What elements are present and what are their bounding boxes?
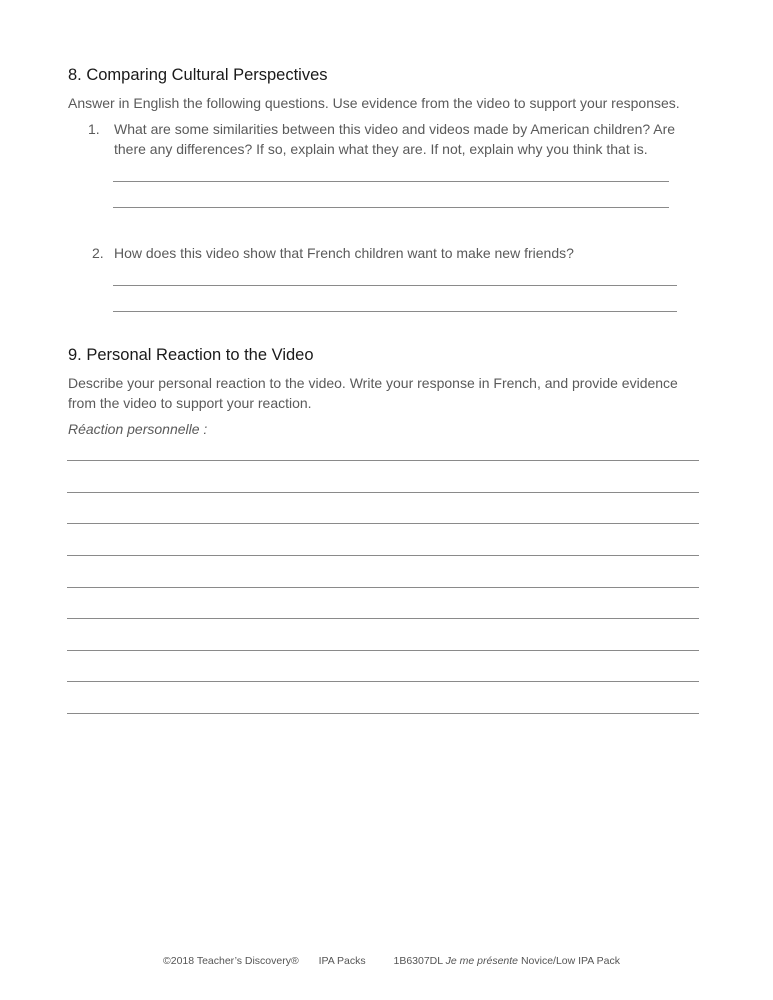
question-2-text: How does this video show that French children want to make new friends? [114, 245, 574, 261]
question-1-text-line-1: What are some similarities between this video and videos made by American children? Are [114, 121, 676, 137]
answer-line-q1-2[interactable] [113, 207, 669, 208]
reaction-line-2[interactable] [67, 492, 699, 493]
question-2-number: 2. [92, 245, 104, 261]
reaction-line-7[interactable] [67, 650, 699, 651]
section-9-instruction-line-2: from the video to support your reaction. [68, 395, 312, 411]
question-1-number: 1. [88, 121, 100, 137]
footer-product-level: Novice/Low IPA Pack [520, 955, 620, 967]
question-1-text-line-2: there any differences? If so, explain what they are. If not, explain why you think that is. [114, 141, 648, 157]
footer-series: IPA Packs [318, 955, 366, 967]
reaction-line-8[interactable] [67, 681, 699, 682]
reaction-prompt-label: Réaction personnelle : [68, 421, 208, 437]
answer-line-q2-2[interactable] [113, 311, 677, 312]
reaction-line-4[interactable] [67, 555, 699, 556]
reaction-line-6[interactable] [67, 618, 699, 619]
reaction-line-3[interactable] [67, 523, 699, 524]
answer-line-q1-1[interactable] [113, 181, 669, 182]
footer-copyright: ©2018 Teacher’s Discovery® [163, 955, 299, 967]
section-8-instruction: Answer in English the following questions. Use evidence from the video to support your responses. [68, 95, 680, 111]
footer-product-title: Je me présente [445, 955, 519, 967]
section-9-instruction-line-1: Describe your personal reaction to the video. Write your response in French, and provide evidence [68, 375, 678, 391]
section-8-heading: 8. Comparing Cultural Perspectives [68, 66, 328, 84]
answer-line-q2-1[interactable] [113, 285, 677, 286]
reaction-line-9[interactable] [67, 713, 699, 714]
reaction-line-1[interactable] [67, 460, 699, 461]
footer-product-code: 1B6307DL [393, 955, 443, 967]
footer [163, 955, 620, 967]
section-9-heading: 9. Personal Reaction to the Video [68, 346, 314, 364]
reaction-line-5[interactable] [67, 587, 699, 588]
